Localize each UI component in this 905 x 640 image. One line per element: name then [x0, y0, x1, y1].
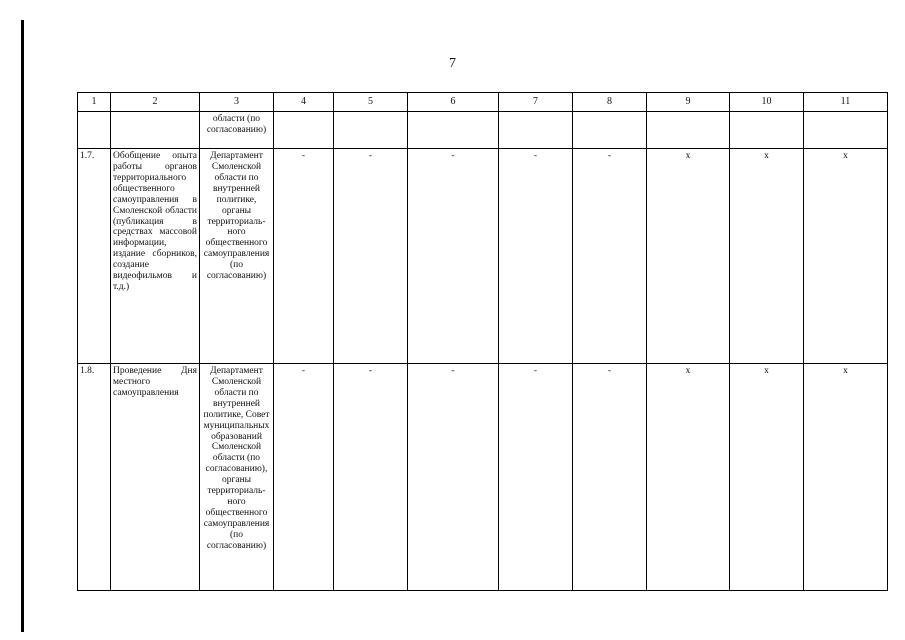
value-cell: - — [573, 149, 647, 364]
row-number: 1.7. — [78, 149, 111, 364]
table-cell — [274, 112, 334, 149]
value-cell: х — [647, 149, 730, 364]
table-row — [78, 364, 888, 591]
column-number-row — [78, 93, 888, 112]
value-cell: х — [804, 149, 888, 364]
table-cell — [408, 112, 499, 149]
value-cell: - — [334, 364, 408, 591]
value-cell: - — [408, 364, 499, 591]
table-cell — [78, 112, 111, 149]
value-cell: - — [573, 364, 647, 591]
value-cell: - — [274, 364, 334, 591]
value-cell: х — [730, 149, 804, 364]
value-cell: х — [647, 364, 730, 591]
value-cell: х — [730, 364, 804, 591]
table-cell — [334, 112, 408, 149]
table-cell — [111, 112, 200, 149]
responsible-executor: Департамент Смоленской области по внутренней политике, органы территориаль-ного общественного самоуправления (по согласованию) — [200, 149, 274, 364]
value-cell: - — [334, 149, 408, 364]
column-header: 6 — [408, 93, 499, 112]
column-header: 2 — [111, 93, 200, 112]
column-header: 7 — [499, 93, 573, 112]
activity-name: Обобщение опыта работы органов территориального общественного самоуправления в Смоленской области (публикация в средствах массовой информации, издание сборников, создание видеофильмов и т.д.) — [111, 149, 200, 364]
table-cell — [647, 112, 730, 149]
continuation-row — [78, 112, 888, 149]
column-header: 9 — [647, 93, 730, 112]
plan-table — [77, 92, 888, 591]
continuation-responsible: области (по согласованию) — [200, 112, 274, 149]
row-number: 1.8. — [78, 364, 111, 591]
column-header: 10 — [730, 93, 804, 112]
value-cell: - — [499, 364, 573, 591]
value-cell: - — [274, 149, 334, 364]
left-margin-rule — [21, 20, 24, 632]
table-cell — [730, 112, 804, 149]
table-cell — [573, 112, 647, 149]
column-header: 11 — [804, 93, 888, 112]
page-number: 7 — [449, 56, 456, 71]
column-header: 8 — [573, 93, 647, 112]
responsible-executor: Департамент Смоленской области по внутренней политике, Совет муниципальных образований Смоленской области (по согласованию), органы территориаль-ного общественного самоуправления (по согласованию) — [200, 364, 274, 591]
column-header: 3 — [200, 93, 274, 112]
value-cell: х — [804, 364, 888, 591]
table-cell — [804, 112, 888, 149]
column-header: 1 — [78, 93, 111, 112]
column-header: 4 — [274, 93, 334, 112]
table-cell — [499, 112, 573, 149]
table-row — [78, 149, 888, 364]
value-cell: - — [408, 149, 499, 364]
activity-name: Проведение Дня местного самоуправления — [111, 364, 200, 591]
value-cell: - — [499, 149, 573, 364]
column-header: 5 — [334, 93, 408, 112]
